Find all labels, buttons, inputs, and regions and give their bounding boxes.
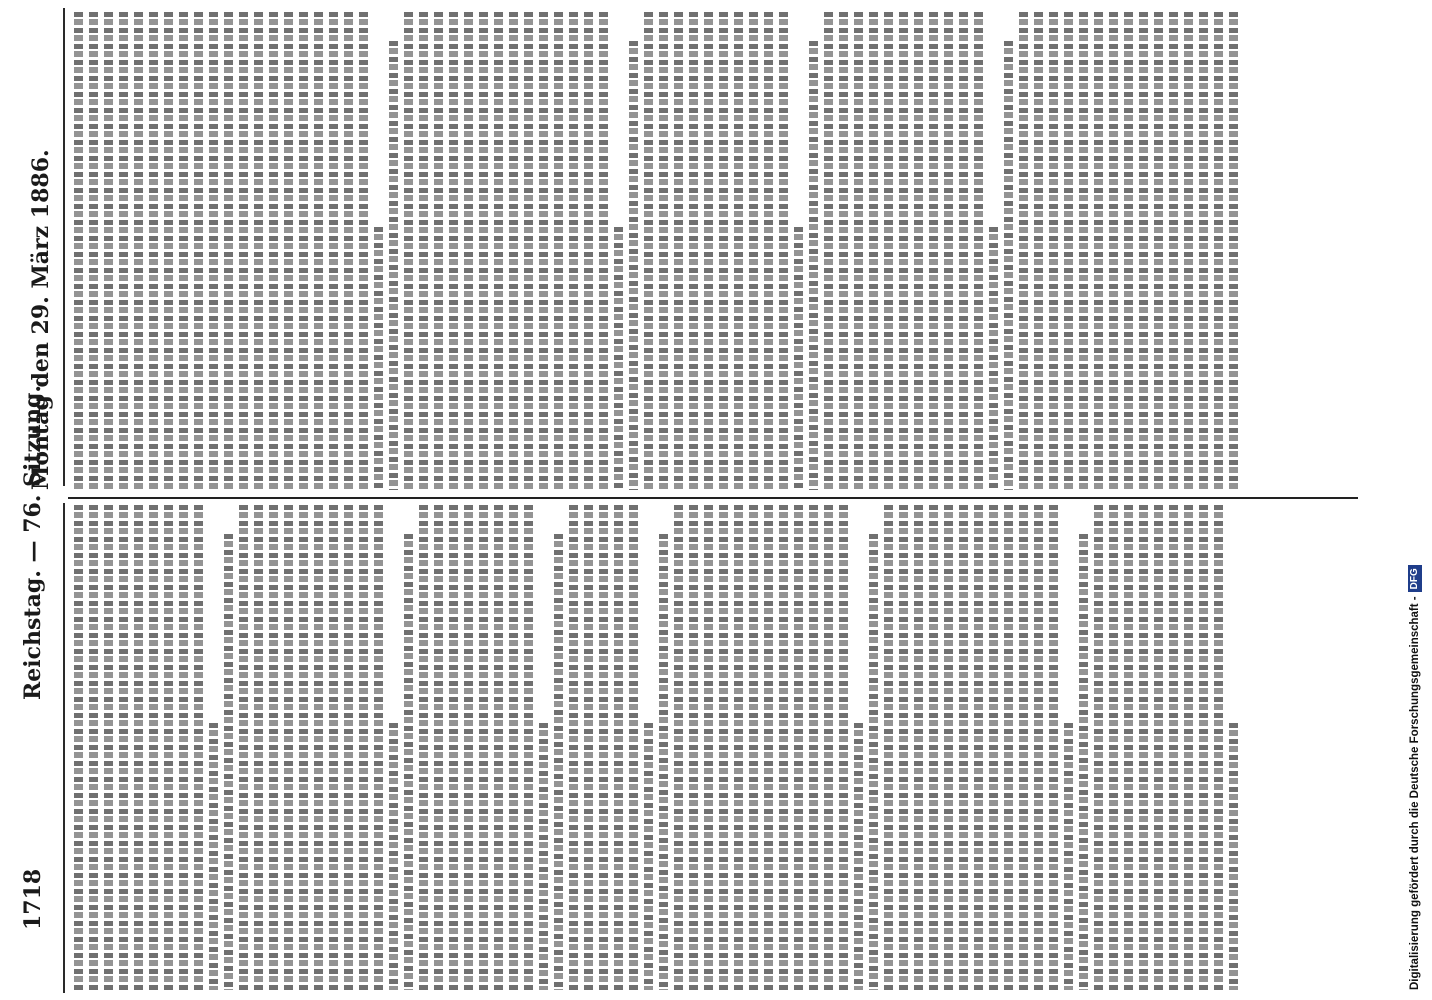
text-line: [809, 41, 818, 490]
text-line: [719, 12, 728, 490]
text-line: [989, 505, 998, 990]
text-line: [389, 41, 398, 490]
text-column-right: [74, 12, 1349, 490]
text-line: [629, 505, 638, 990]
text-line: [659, 12, 668, 490]
text-line: [254, 505, 263, 990]
text-line: [329, 12, 338, 490]
text-line: [554, 12, 563, 490]
text-line: [794, 505, 803, 990]
header-rule-right: [63, 503, 65, 993]
text-line: [899, 12, 908, 490]
text-line: [479, 505, 488, 990]
text-line: [779, 12, 788, 490]
text-line: [884, 505, 893, 990]
text-line: [1139, 12, 1148, 490]
text-line: [284, 12, 293, 490]
text-line: [674, 12, 683, 490]
text-line: [119, 505, 128, 990]
text-line: [494, 12, 503, 490]
text-line: [1169, 12, 1178, 490]
page-number: 1718: [20, 868, 46, 930]
text-line: [779, 505, 788, 990]
text-line: [134, 12, 143, 490]
text-line: [479, 12, 488, 490]
text-line: [1184, 505, 1193, 990]
text-line: [1094, 12, 1103, 490]
text-line: [869, 534, 878, 990]
text-line: [464, 12, 473, 490]
digitization-credit: [1408, 565, 1422, 990]
text-line: [329, 505, 338, 990]
text-line: [704, 12, 713, 490]
text-line: [1049, 505, 1058, 990]
text-line: [599, 505, 608, 990]
text-line: [359, 12, 368, 490]
text-line: [1214, 12, 1223, 490]
text-line: [974, 505, 983, 990]
text-line: [884, 12, 893, 490]
text-line: [224, 12, 233, 490]
text-line: [179, 505, 188, 990]
text-line: [569, 505, 578, 990]
text-line: [599, 12, 608, 490]
text-line: [869, 12, 878, 490]
text-line: [689, 505, 698, 990]
text-line: [569, 12, 578, 490]
text-line: [194, 12, 203, 490]
text-line: [419, 505, 428, 990]
text-line: [254, 12, 263, 490]
text-line: [974, 12, 983, 490]
text-line: [1169, 505, 1178, 990]
text-line: [1184, 12, 1193, 490]
text-line: [644, 723, 653, 990]
text-line: [1004, 505, 1013, 990]
text-column-left: [74, 505, 1349, 990]
text-line: [1109, 505, 1118, 990]
text-line: [584, 12, 593, 490]
text-line: [959, 505, 968, 990]
text-line: [374, 227, 383, 490]
text-line: [824, 12, 833, 490]
text-line: [1079, 534, 1088, 990]
text-line: [1094, 505, 1103, 990]
text-line: [239, 12, 248, 490]
text-line: [1199, 505, 1208, 990]
text-line: [1124, 505, 1133, 990]
text-line: [209, 723, 218, 990]
text-line: [1109, 12, 1118, 490]
text-line: [1049, 12, 1058, 490]
text-line: [74, 505, 83, 990]
text-line: [1124, 12, 1133, 490]
header-rule-left: [63, 8, 65, 486]
text-line: [689, 12, 698, 490]
text-line: [899, 505, 908, 990]
text-line: [509, 505, 518, 990]
text-line: [389, 723, 398, 990]
text-line: [149, 12, 158, 490]
text-line: [494, 505, 503, 990]
right-running-head: Montag den 29. März 1886.: [28, 149, 54, 490]
text-line: [1229, 723, 1238, 990]
text-line: [764, 12, 773, 490]
text-line: [434, 12, 443, 490]
text-line: [404, 534, 413, 990]
text-line: [914, 12, 923, 490]
text-line: [659, 534, 668, 990]
text-line: [119, 12, 128, 490]
text-line: [89, 12, 98, 490]
dfg-logo: DFG: [1408, 565, 1422, 592]
left-running-head: Reichstag. — 76. Sitzung.: [20, 384, 46, 700]
text-line: [209, 12, 218, 490]
text-line: [839, 12, 848, 490]
text-line: [1034, 505, 1043, 990]
text-line: [1034, 12, 1043, 490]
text-line: [269, 12, 278, 490]
text-line: [989, 227, 998, 490]
text-line: [944, 505, 953, 990]
text-line: [539, 12, 548, 490]
text-line: [1139, 505, 1148, 990]
text-line: [719, 505, 728, 990]
text-line: [1154, 12, 1163, 490]
text-line: [149, 505, 158, 990]
text-line: [1229, 12, 1238, 490]
text-line: [314, 505, 323, 990]
text-line: [614, 505, 623, 990]
text-line: [539, 723, 548, 990]
text-line: [164, 12, 173, 490]
text-line: [1064, 723, 1073, 990]
text-line: [359, 505, 368, 990]
text-line: [239, 505, 248, 990]
text-line: [74, 12, 83, 490]
text-line: [374, 505, 383, 990]
text-line: [224, 534, 233, 990]
text-line: [854, 12, 863, 490]
text-line: [1199, 12, 1208, 490]
text-line: [104, 12, 113, 490]
text-line: [839, 505, 848, 990]
text-line: [1019, 505, 1028, 990]
text-line: [1019, 12, 1028, 490]
text-line: [1154, 505, 1163, 990]
text-line: [524, 12, 533, 490]
text-line: [419, 12, 428, 490]
text-line: [764, 505, 773, 990]
text-line: [629, 41, 638, 490]
text-line: [164, 505, 173, 990]
text-line: [674, 505, 683, 990]
text-line: [269, 505, 278, 990]
text-line: [449, 505, 458, 990]
text-line: [1064, 12, 1073, 490]
text-line: [929, 505, 938, 990]
column-divider: [68, 497, 1358, 499]
text-line: [179, 12, 188, 490]
text-line: [959, 12, 968, 490]
text-line: [809, 505, 818, 990]
text-line: [704, 505, 713, 990]
text-line: [644, 12, 653, 490]
text-line: [929, 12, 938, 490]
text-line: [1079, 12, 1088, 490]
text-line: [344, 505, 353, 990]
text-line: [944, 12, 953, 490]
text-line: [134, 505, 143, 990]
text-line: [794, 227, 803, 490]
text-line: [89, 505, 98, 990]
credit-text: Digitalisierung gefördert durch die Deutsche Forschungsgemeinschaft -: [1409, 596, 1421, 990]
text-line: [734, 505, 743, 990]
text-line: [1004, 41, 1013, 490]
text-line: [854, 723, 863, 990]
text-line: [614, 227, 623, 490]
text-line: [554, 534, 563, 990]
text-line: [299, 505, 308, 990]
text-line: [584, 505, 593, 990]
text-line: [749, 505, 758, 990]
text-line: [1214, 505, 1223, 990]
text-line: [734, 12, 743, 490]
text-line: [434, 505, 443, 990]
text-line: [284, 505, 293, 990]
text-line: [824, 505, 833, 990]
text-line: [299, 12, 308, 490]
text-line: [404, 12, 413, 490]
text-line: [314, 12, 323, 490]
text-line: [749, 12, 758, 490]
text-line: [464, 505, 473, 990]
text-line: [509, 12, 518, 490]
text-line: [344, 12, 353, 490]
text-line: [914, 505, 923, 990]
text-line: [104, 505, 113, 990]
text-line: [524, 505, 533, 990]
text-line: [449, 12, 458, 490]
text-line: [194, 505, 203, 990]
